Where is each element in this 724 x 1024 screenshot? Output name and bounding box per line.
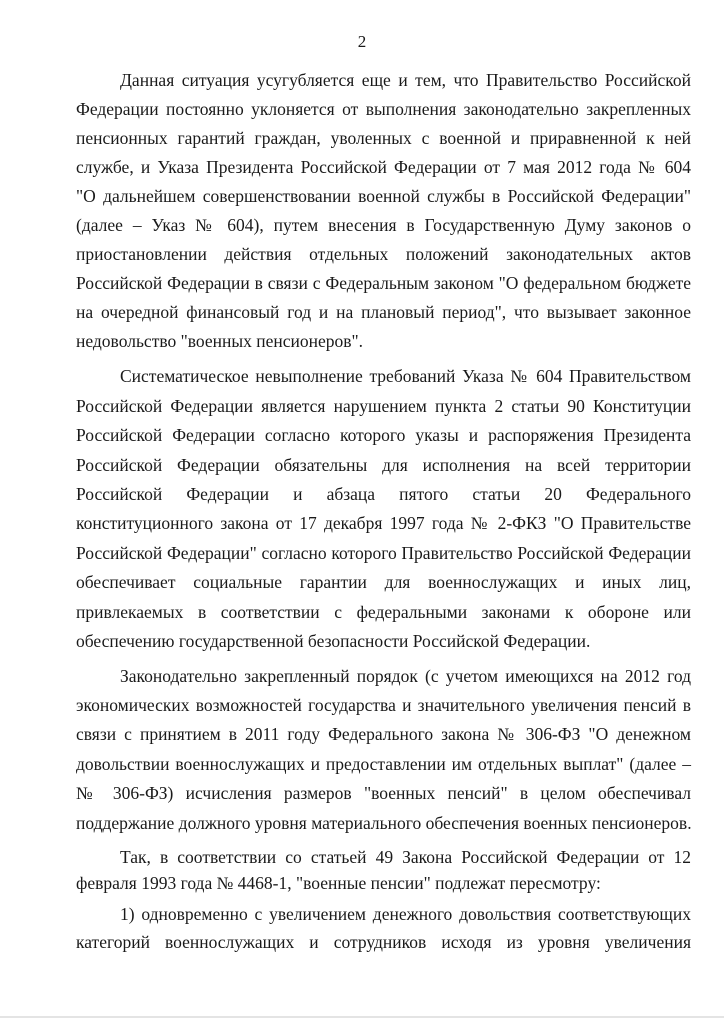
paragraph-4-line: февраля 1993 года № 4468-1, "военные пенсии" подлежат пересмотру: bbox=[76, 873, 601, 893]
paragraph-2-line: Российской Федерации и абзаца пятого статьи 20 Федерального bbox=[76, 484, 691, 504]
paragraph-5-line: 1) одновременно с увеличением денежного довольствия соответствующих bbox=[120, 904, 691, 924]
paragraph-3-line: экономических возможностей государства и значительного увеличения пенсий в bbox=[76, 695, 691, 715]
paragraph-1-line: приостановлении действия отдельных положений законодательных актов bbox=[76, 244, 691, 264]
page-bottom-edge bbox=[0, 1016, 724, 1018]
paragraph-5-line: категорий военнослужащих и сотрудников исходя из уровня увеличения bbox=[76, 932, 691, 952]
paragraph-4-line: Так, в соответствии со статьей 49 Закона Российской Федерации от 12 bbox=[120, 847, 691, 867]
paragraph-2-line: Российской Федерации" согласно которого Правительство Российской Федерации bbox=[76, 543, 691, 563]
paragraph-1-line: службе, и Указа Президента Российской Федерации от 7 мая 2012 года № 604 bbox=[76, 157, 691, 177]
paragraph-1-line: недовольство "военных пенсионеров". bbox=[76, 331, 364, 351]
paragraph-1-line: (далее – Указ № 604), путем внесения в Государственную Думу законов о bbox=[76, 215, 691, 235]
paragraph-1-line: Российской Федерации в связи с Федеральным законом "О федеральном бюджете bbox=[76, 273, 691, 293]
paragraph-3-line: поддержание должного уровня материального обеспечения военных пенсионеров. bbox=[76, 813, 692, 833]
paragraph-3-line: № 306-ФЗ) исчисления размеров "военных пенсий" в целом обеспечивал bbox=[76, 783, 691, 803]
paragraph-1-line: Федерации постоянно уклоняется от выполнения законодательно закрепленных bbox=[76, 99, 691, 119]
paragraph-1-line: Данная ситуация усугубляется еще и тем, что Правительство Российской bbox=[120, 70, 691, 90]
paragraph-2-line: Систематическое невыполнение требований Указа № 604 Правительством bbox=[120, 366, 691, 386]
paragraph-2-line: Российской Федерации согласно которого указы и распоряжения Президента bbox=[76, 425, 691, 445]
paragraph-2-line: обеспечению государственной безопасности Российской Федерации. bbox=[76, 631, 591, 651]
paragraph-1-line: на очередной финансовый год и на плановый период", что вызывает законное bbox=[76, 302, 691, 322]
paragraph-1-line: "О дальнейшем совершенствовании военной службы в Российской Федерации" bbox=[76, 186, 691, 206]
paragraph-3-line: довольствии военнослужащих и предоставлении им отдельных выплат" (далее – bbox=[76, 754, 691, 774]
paragraph-2-line: Российской Федерации является нарушением пункта 2 статьи 90 Конституции bbox=[76, 396, 691, 416]
paragraph-2-line: привлекаемых в соответствии с федеральными законами к обороне или bbox=[76, 602, 691, 622]
paragraph-1-line: пенсионных гарантий граждан, уволенных с военной и приравненной к ней bbox=[76, 128, 691, 148]
paragraph-2-line: обеспечивает социальные гарантии для военнослужащих и иных лиц, bbox=[76, 572, 691, 592]
paragraph-2-line: конституционного закона от 17 декабря 1997 года № 2-ФКЗ "О Правительстве bbox=[76, 513, 691, 533]
paragraph-3-line: Законодательно закрепленный порядок (с учетом имеющихся на 2012 год bbox=[120, 666, 691, 686]
paragraph-3-line: связи с принятием в 2011 году Федерального закона № 306-ФЗ "О денежном bbox=[76, 724, 691, 744]
page-number: 2 bbox=[357, 32, 367, 51]
paragraph-2-line: Российской Федерации обязательны для исполнения на всей территории bbox=[76, 455, 691, 475]
